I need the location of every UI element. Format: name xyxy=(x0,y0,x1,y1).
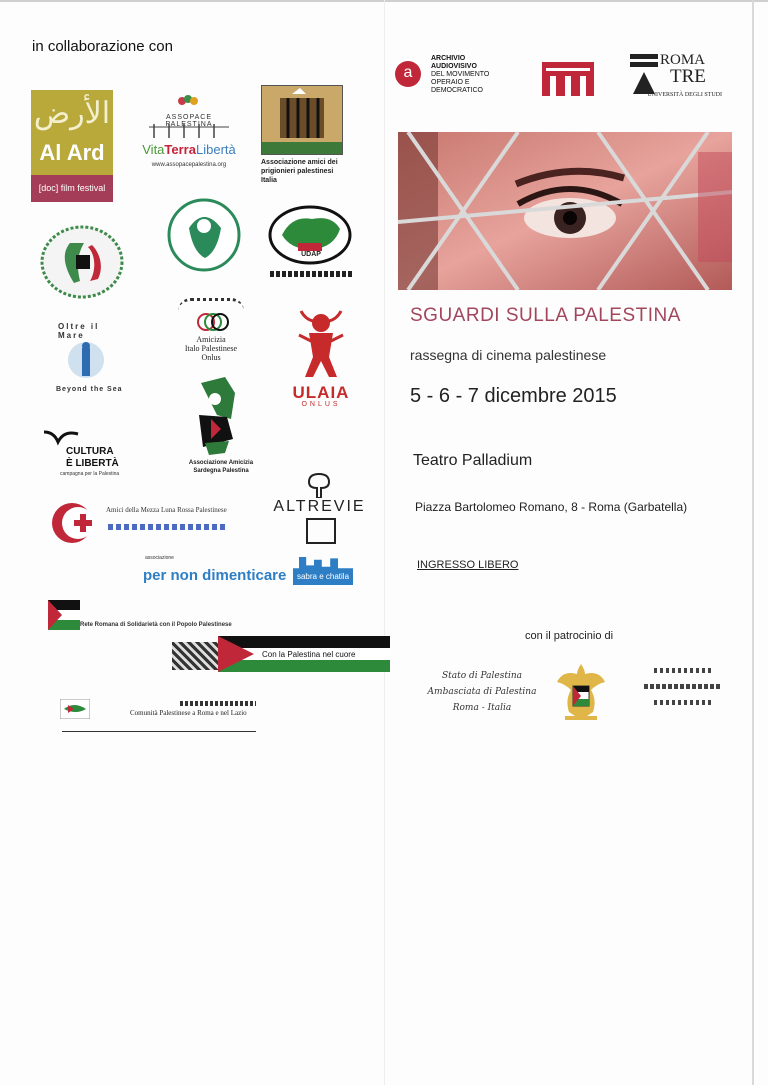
comunita-logo xyxy=(60,695,260,735)
al-ard-arabic: الأرض xyxy=(33,96,111,131)
archivio-letter: a xyxy=(403,64,413,81)
ulaia-sub: ONLUS xyxy=(301,401,341,408)
oltre-il-mare-top: Oltre il Mare xyxy=(58,322,100,340)
mezza-luna-logo xyxy=(50,500,240,545)
altrevie-mark-icon xyxy=(306,518,336,544)
archivio-line4: OPERAIO E xyxy=(431,79,470,86)
amicizia-italo-line2: Italo Palestinese xyxy=(184,344,238,353)
assopace-vita: Vita xyxy=(142,142,165,157)
tree-icon xyxy=(304,470,334,498)
roma-tre-logo xyxy=(630,52,722,102)
udap-name: UDAP xyxy=(301,251,321,258)
comunita-name: Comunità Palestinese a Roma e nel Lazio xyxy=(130,709,247,717)
per-non-dimenticare-small: associazione xyxy=(145,555,174,561)
roma-tre-mark-icon xyxy=(630,54,658,94)
roma-tre-sub: UNIVERSITÀ DEGLI STUDI xyxy=(647,92,722,98)
palladium-logo xyxy=(540,58,596,98)
islands-flag-icon xyxy=(191,375,241,455)
amici-prigionieri-logo xyxy=(261,85,343,185)
ulaia-logo xyxy=(287,305,355,410)
cultura-line2: È LIBERTÀ xyxy=(66,458,119,469)
palestine-eagle-emblem-icon xyxy=(555,658,607,724)
roma-tre-tre: TRE xyxy=(670,66,706,87)
oltre-il-mare-logo xyxy=(44,318,128,402)
oltre-il-mare-bottom: Beyond the Sea xyxy=(56,386,123,393)
assopace-slogan xyxy=(133,142,245,157)
udap-arabic-line xyxy=(270,271,352,277)
amicizia-italo-logo xyxy=(176,294,246,369)
per-non-dimenticare-name: per non dimenticare xyxy=(143,567,287,584)
patronage-left-line3: Roma - Italia xyxy=(452,703,512,713)
fence-icon xyxy=(149,124,229,138)
altrevie-logo xyxy=(272,470,367,545)
archivio-circle-icon xyxy=(395,61,421,87)
archivio-line1: ARCHIVIO xyxy=(431,55,466,62)
poster-venue: Teatro Palladium xyxy=(413,452,533,469)
per-non-dimenticare-logo xyxy=(143,555,358,590)
amicizia-italo-line1: Amicizia xyxy=(196,335,226,344)
amicizia-italo-text xyxy=(176,335,246,362)
rings-icon xyxy=(196,312,230,332)
arabic-line-2 xyxy=(644,684,720,689)
assopace-terra: Terra xyxy=(164,142,196,157)
arabic-embassy-text xyxy=(640,668,725,713)
arabic-arc-line xyxy=(178,298,244,311)
con-la-palestina-logo xyxy=(172,636,390,672)
poster-subtitle: rassegna di cinema palestinese xyxy=(410,347,607,363)
circle-map-logo xyxy=(40,225,124,300)
archivio-line3: DEL MOVIMENTO xyxy=(431,71,490,78)
devil-figure-icon xyxy=(291,305,351,383)
sardegna-palestina-logo xyxy=(181,375,261,475)
red-crescent-icon xyxy=(50,500,96,546)
assopace-top: ASSOPACE PALESTINA xyxy=(165,114,213,128)
roma-tre-roma: ROMA xyxy=(660,52,706,68)
mezza-luna-pattern xyxy=(108,524,226,530)
con-la-palestina-name: Con la Palestina nel cuore xyxy=(262,650,356,659)
sea-figure-icon xyxy=(66,338,106,382)
balloons-icon xyxy=(177,95,199,109)
cultura-line1: CULTURA xyxy=(66,446,114,457)
patronage-left-line1: Stato di Palestina xyxy=(441,671,523,681)
mezza-luna-name: Amici della Mezza Luna Rossa Palestinese xyxy=(106,506,227,514)
al-ard-tagline: [doc] film festival xyxy=(31,175,113,202)
comunita-underline xyxy=(62,731,256,732)
al-ard-name: Al Ard xyxy=(39,140,105,165)
poster-entry: INGRESSO LIBERO xyxy=(417,559,519,571)
al-ard-logo xyxy=(31,90,113,202)
sardegna-name: Associazione Amicizia Sardegna Palestina xyxy=(188,460,254,474)
cultura-liberta-logo xyxy=(40,428,140,478)
arabic-line-1 xyxy=(654,668,712,673)
prison-window-icon xyxy=(261,85,343,155)
archivio-logo xyxy=(395,55,515,110)
archivio-text xyxy=(431,55,489,95)
per-non-dimenticare-sub: sabra e chatila xyxy=(296,572,350,581)
amici-prigionieri-name: Associazione amici dei prigionieri palestinesi Italia xyxy=(261,159,338,184)
children-circle-logo xyxy=(167,198,242,273)
collaboration-label: in collaborazione con xyxy=(32,38,173,55)
ulaia-name: ULAIA xyxy=(292,383,350,402)
page-right-edge xyxy=(752,0,754,1085)
archivio-line5: DEMOCRATICO xyxy=(431,87,483,94)
poster-address: Piazza Bartolomeo Romano, 8 - Roma (Garbatella) xyxy=(415,500,688,514)
patronage-left-line2: Ambasciata di Palestina xyxy=(427,687,537,697)
cultura-line3: campagna per la Palestina xyxy=(60,471,120,477)
fold-line xyxy=(384,0,385,1085)
palestine-flag-icon xyxy=(48,600,80,630)
dove-flag-icon xyxy=(60,699,90,719)
poster-dates: 5 - 6 - 7 dicembre 2015 xyxy=(410,385,617,407)
altrevie-name: ALTREVIE xyxy=(273,498,366,515)
rete-romana-name: Rete Romana di Solidarietà con il Popolo Palestinese xyxy=(80,622,232,628)
assopace-liberta: Libertà xyxy=(195,142,236,157)
amicizia-italo-line3: Onlus xyxy=(201,353,221,362)
patronage-label: con il patrocinio di xyxy=(525,630,614,642)
assopace-url: www.assopacepalestina.org xyxy=(151,162,227,168)
udap-logo xyxy=(268,205,353,295)
poster-title: SGUARDI SULLA PALESTINA xyxy=(410,305,681,326)
arabic-line-3 xyxy=(654,700,712,705)
assopace-logo xyxy=(133,95,245,175)
comunita-arabic-line xyxy=(180,701,256,706)
archivio-line2: AUDIOVISIVO xyxy=(431,63,477,70)
rete-romana-logo xyxy=(48,600,248,635)
poster-photo xyxy=(398,132,732,290)
embassy-signature xyxy=(422,668,542,723)
keffiyeh-icon xyxy=(172,642,222,670)
